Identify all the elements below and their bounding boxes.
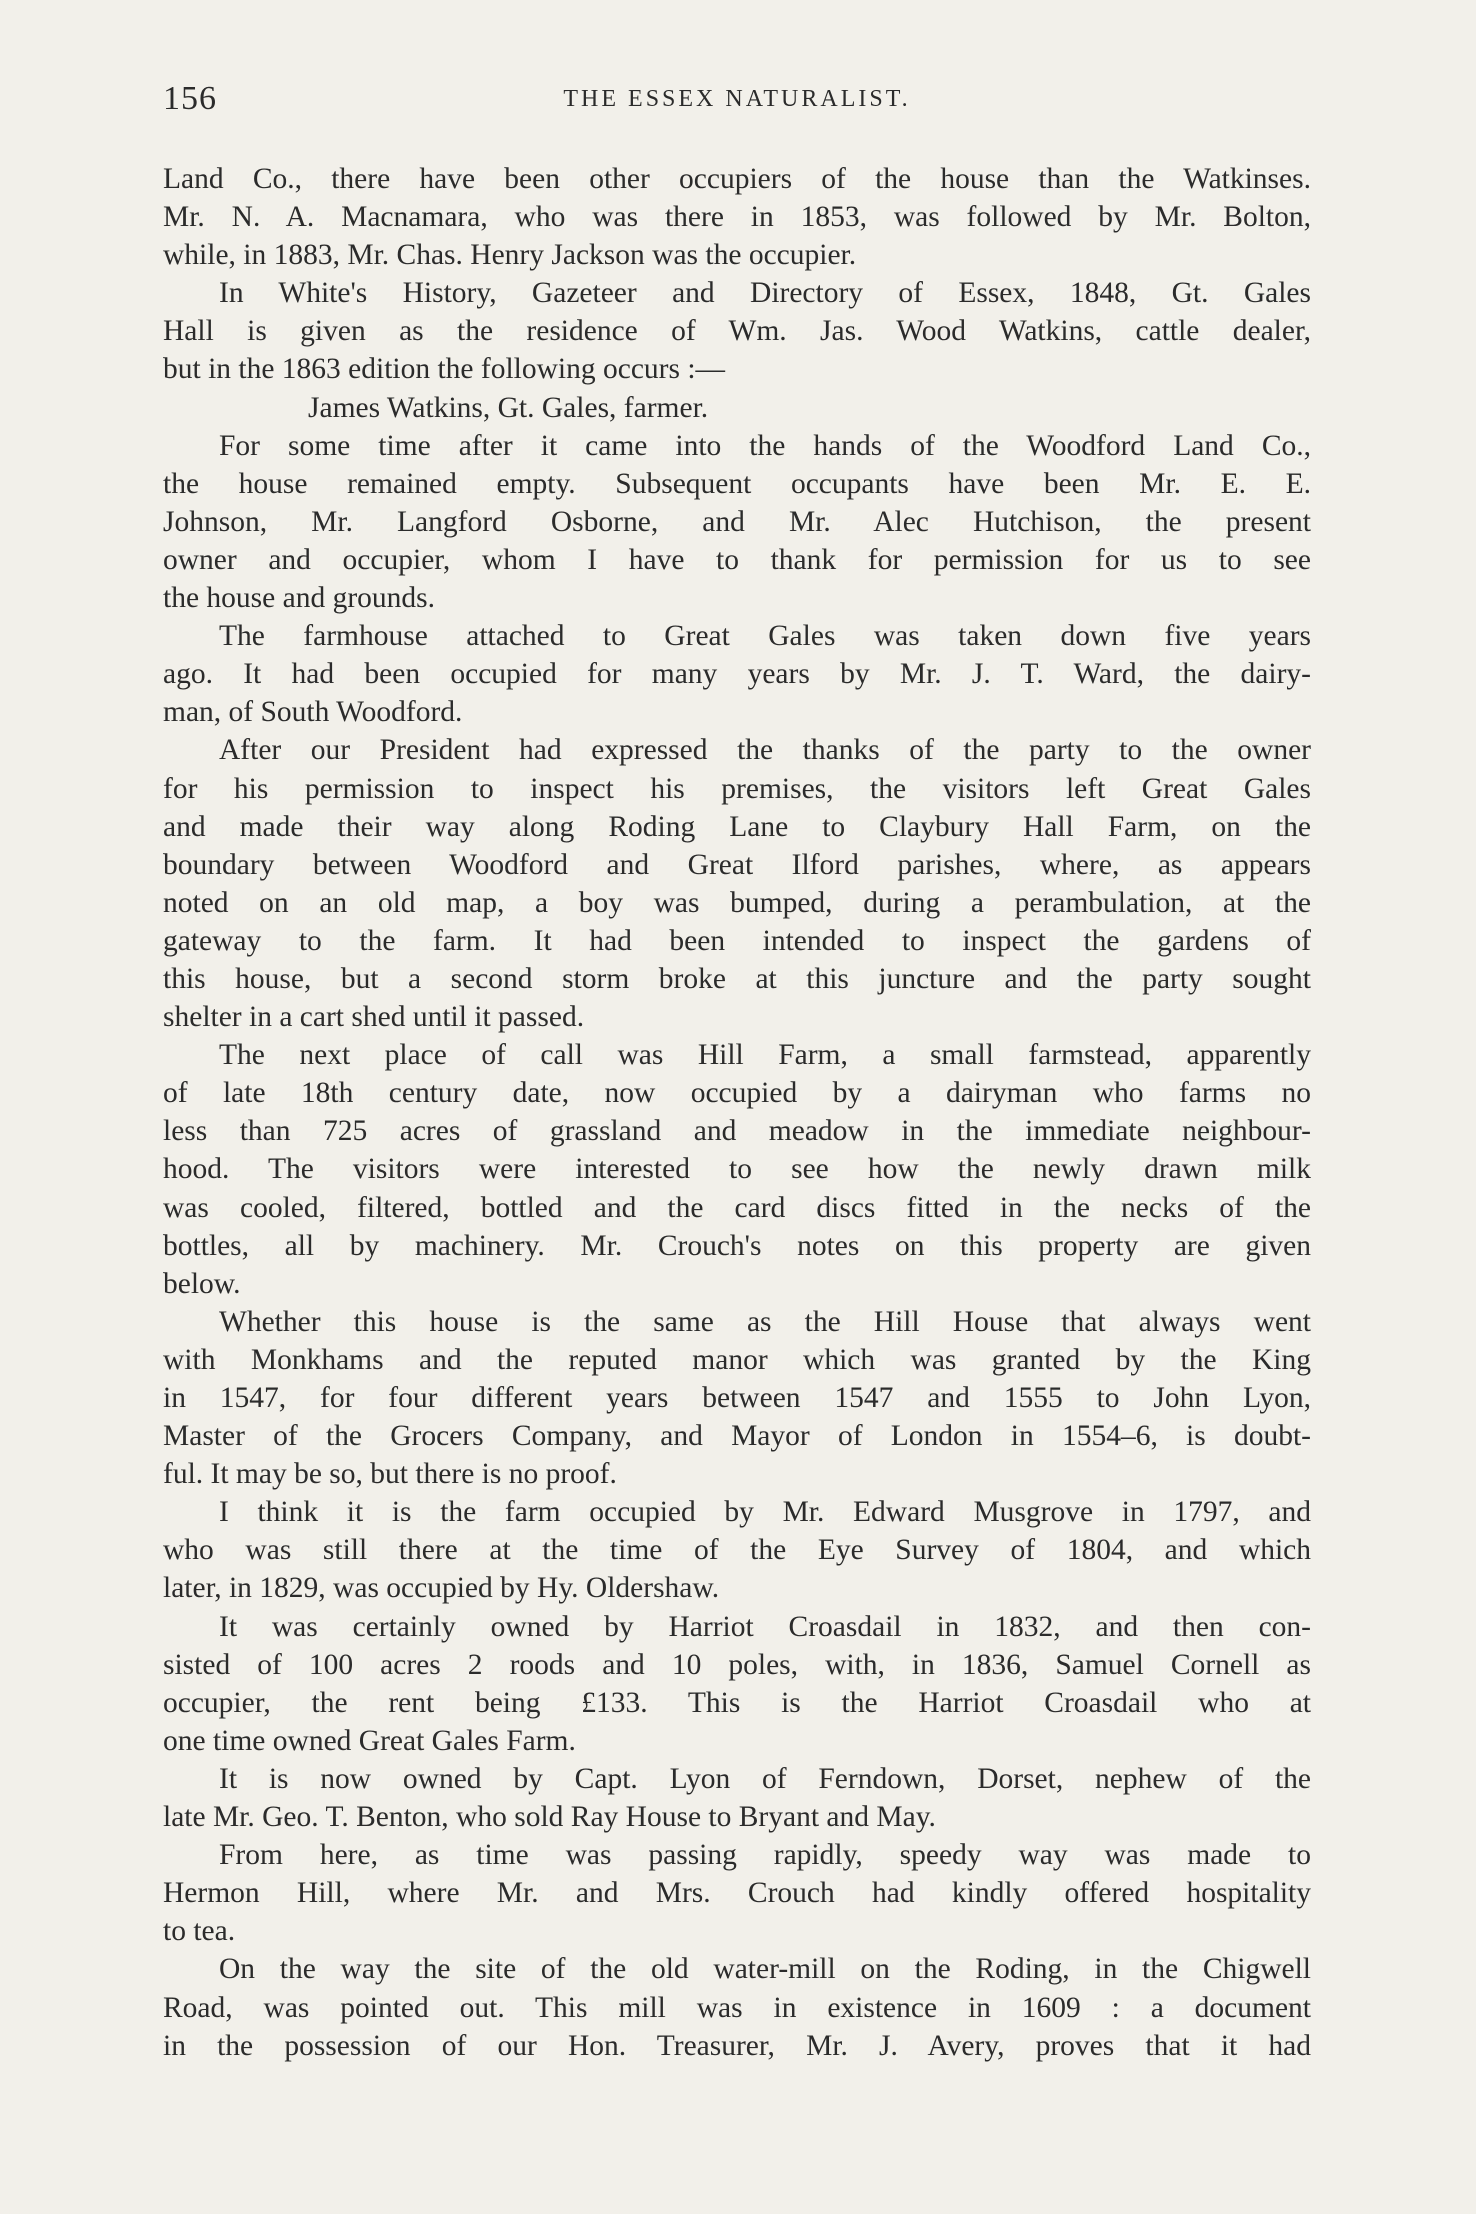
text-line: ful. It may be so, but there is no proof. (163, 1458, 617, 1491)
text-line: For some time after it came into the hands of the Woodford Land Co., (219, 429, 1311, 462)
text-line: Land Co., there have been other occupiers of the house than the Watkinses. (163, 163, 1311, 195)
text-line: Master of the Grocers Company, and Mayor of London in 1554–6, is doubt- (163, 1420, 1311, 1453)
text-line: From here, as time was passing rapidly, speedy way was made to (219, 1839, 1311, 1872)
running-title: THE ESSEX NATURALIST. (563, 86, 911, 112)
text-line: less than 725 acres of grassland and meadow in the immediate neighbour- (163, 1115, 1311, 1148)
text-line: James Watkins, Gt. Gales, farmer. (308, 391, 709, 424)
text-line: and made their way along Roding Lane to Claybury Hall Farm, on the (163, 810, 1311, 843)
text-line: ago. It had been occupied for many years by Mr. J. T. Ward, the dairy- (163, 658, 1311, 691)
text-line: Hall is given as the residence of Wm. Jas. Wood Watkins, cattle dealer, (163, 315, 1311, 348)
text-line: boundary between Woodford and Great Ilford parishes, where, as appears (163, 848, 1311, 881)
body-text (163, 160, 1311, 2065)
text-line: in the possession of our Hon. Treasurer, Mr. J. Avery, proves that it had (163, 2029, 1311, 2062)
text-line: with Monkhams and the reputed manor which was granted by the King (163, 1343, 1311, 1376)
text-line: It was certainly owned by Harriot Croasdail in 1832, and then con- (219, 1610, 1311, 1643)
text-line: in 1547, for four different years between 1547 and 1555 to John Lyon, (163, 1382, 1311, 1414)
text-line: It is now owned by Capt. Lyon of Ferndown, Dorset, nephew of the (219, 1762, 1311, 1795)
text-line: In White's History, Gazeteer and Directory of Essex, 1848, Gt. Gales (219, 277, 1311, 310)
page-number: 156 (163, 80, 217, 117)
text-line: noted on an old map, a boy was bumped, during a perambulation, at the (163, 886, 1311, 919)
text-line: Mr. N. A. Macnamara, who was there in 1853, was followed by Mr. Bolton, (163, 201, 1311, 234)
text-line: man, of South Woodford. (163, 696, 463, 729)
text-line: occupier, the rent being £133. This is the Harriot Croasdail who at (163, 1686, 1311, 1719)
text-line: was cooled, filtered, bottled and the card discs fitted in the necks of the (163, 1191, 1311, 1224)
text-line: sisted of 100 acres 2 roods and 10 poles, with, in 1836, Samuel Cornell as (163, 1648, 1311, 1681)
text-line: owner and occupier, whom I have to thank for permission for us to see (163, 543, 1311, 576)
text-line: Johnson, Mr. Langford Osborne, and Mr. Alec Hutchison, the present (163, 505, 1311, 538)
text-line: late Mr. Geo. T. Benton, who sold Ray House to Bryant and May. (163, 1801, 936, 1834)
text-line: one time owned Great Gales Farm. (163, 1724, 576, 1757)
text-line: I think it is the farm occupied by Mr. Edward Musgrove in 1797, and (219, 1496, 1311, 1529)
text-line: this house, but a second storm broke at this juncture and the party sought (163, 962, 1311, 995)
text-line: bottles, all by machinery. Mr. Crouch's notes on this property are given (163, 1229, 1311, 1262)
text-line: below. (163, 1267, 241, 1300)
text-line: later, in 1829, was occupied by Hy. Oldershaw. (163, 1572, 720, 1605)
text-line: The next place of call was Hill Farm, a small farmstead, apparently (219, 1039, 1311, 1072)
text-line: Whether this house is the same as the Hill House that always went (219, 1305, 1311, 1338)
text-line: After our President had expressed the thanks of the party to the owner (219, 734, 1311, 767)
text-line: gateway to the farm. It had been intended to inspect the gardens of (163, 924, 1311, 957)
text-line: while, in 1883, Mr. Chas. Henry Jackson was the occupier. (163, 239, 857, 272)
text-line: On the way the site of the old water-mill on the Roding, in the Chigwell (219, 1953, 1311, 1986)
text-line: but in the 1863 edition the following occurs :— (163, 353, 726, 386)
text-line: shelter in a cart shed until it passed. (163, 1001, 585, 1034)
text-line: Road, was pointed out. This mill was in existence in 1609 : a document (163, 1991, 1311, 2024)
text-line: who was still there at the time of the Eye Survey of 1804, and which (163, 1534, 1311, 1567)
text-line: the house and grounds. (163, 582, 436, 615)
text-line: of late 18th century date, now occupied by a dairyman who farms no (163, 1077, 1311, 1110)
text-line: the house remained empty. Subsequent occupants have been Mr. E. E. (163, 467, 1311, 500)
text-line: Hermon Hill, where Mr. and Mrs. Crouch had kindly offered hospitality (163, 1877, 1311, 1910)
text-line: hood. The visitors were interested to see how the newly drawn milk (163, 1153, 1311, 1186)
text-line: for his permission to inspect his premises, the visitors left Great Gales (163, 772, 1311, 805)
page-header (163, 80, 1311, 140)
text-line: to tea. (163, 1915, 236, 1948)
text-line: The farmhouse attached to Great Gales was taken down five years (219, 620, 1311, 653)
